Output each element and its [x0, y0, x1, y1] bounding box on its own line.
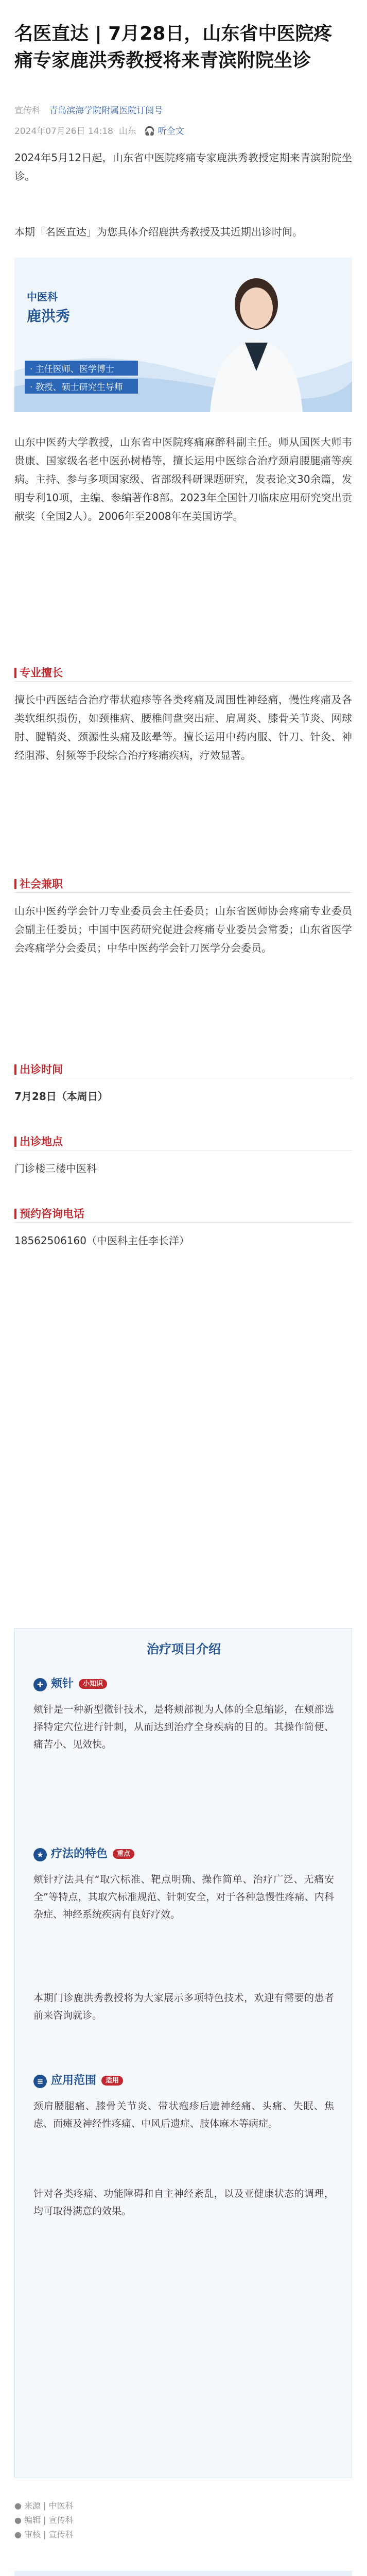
doctor-name: 鹿洪秀 — [27, 308, 71, 325]
section-location-title: 出诊地点 — [14, 1133, 63, 1149]
treatment-heading-2: ★ 疗法的特色 重点 — [33, 1845, 134, 1861]
credit-editor: ● 编辑 | 宣传科 — [14, 2515, 74, 2525]
social-text: 山东中医药学会针刀专业委员会主任委员；山东省医师协会疼痛专业委员会副主任委员；中国中医药研究促进会疼痛专业委员会常委；山东省医学会疼痛学分会委员；中华中医药学会针刀医学分会委员。 — [14, 905, 352, 954]
star-icon: ★ — [33, 1848, 47, 1861]
listen-label: 听全文 — [158, 126, 184, 137]
section-social-title: 社会兼职 — [14, 876, 63, 891]
section-expertise-title: 专业擅长 — [14, 665, 63, 680]
treatment-heading-3: ≡ 应用范围 适用 — [33, 2072, 123, 2088]
credit-source: ● 来源 | 中医科 — [14, 2501, 74, 2511]
treatment-text-4: 颈肩腰腿痛、膝骨关节炎、带状疱疹后遗神经痛、头痛、失眠、焦虑、面瘫及神经性疼痛、中风后遗症、肢体麻木等病症。 — [33, 2100, 334, 2129]
treatment-card-title: 治疗项目介绍 — [147, 1642, 221, 1656]
section-phone-title: 预约咨询电话 — [14, 1206, 84, 1221]
treatment-text-3: 本期门诊鹿洪秀教授将为大家展示多项特色技术，欢迎有需要的患者前来咨询就诊。 — [33, 1992, 334, 2021]
needle-icon: ✚ — [33, 1678, 47, 1691]
treatment-text-1: 颊针是一种新型微针技术，是将颊部视为人体的全息缩影，在颊部选择特定穴位进行针刺，从而达到治疗全身疾病的目的。其操作简便、痛苦小、见效快。 — [33, 1704, 334, 1750]
credit-reviewer: ● 审核 | 宣传科 — [14, 2530, 74, 2539]
doctor-tag: · 主任医师、医学博士 — [25, 361, 138, 376]
doctor-tags — [25, 361, 138, 397]
intro-paragraph: 2024年5月12日起，山东省中医院疼痛专家鹿洪秀教授定期来青滨附院坐诊。 — [14, 151, 352, 182]
doctor-dept: 中医科 — [27, 291, 58, 303]
doctor-photo — [200, 268, 313, 412]
location-detail: 门诊楼三楼中医科 — [14, 1162, 97, 1175]
treatment-heading-1: ✚ 颊针 小知识 — [33, 1675, 107, 1691]
treatment-info-card — [14, 1628, 352, 2478]
expertise-text: 擅长中西医结合治疗带状疱疹等各类疼痛及周围性神经痛，慢性疼痛及各类软组织损伤，如颈椎病、腰椎间盘突出症、肩周炎、膝骨关节炎、网球肘、腱鞘炎、颈源性头痛及眩晕等。擅长运用中药内服、针刀、针灸、神经阻滞、射频等手段综合治疗疼痛疾病，疗效显著。 — [14, 693, 352, 761]
treatment-text-2: 颊针疗法具有“取穴标准、靶点明确、操作简单、治疗广泛、无痛安全”等特点，其取穴标准规范、针刺安全，对于各种急慢性疼痛、内科杂症、神经系统疾病有良好疗效。 — [33, 1874, 334, 1920]
publish-date: 2024年07月26日 14:18 — [14, 126, 113, 137]
article-meta — [14, 103, 354, 116]
credits — [14, 2499, 74, 2542]
intro-paragraph-2: 本期「名医直达」为您具体介绍鹿洪秀教授及其近期出诊时间。 — [14, 226, 303, 238]
time-date: 7月28日（本周日） — [14, 1090, 108, 1103]
list-icon: ≡ — [33, 2075, 47, 2088]
section-time-title: 出诊时间 — [14, 1061, 63, 1077]
publish-location: 山东 — [118, 126, 136, 137]
doctor-card — [14, 258, 352, 412]
article-meta-2 — [14, 124, 184, 137]
article-title: 名医直达 | 7月28日，山东省中医院疼痛专家鹿洪秀教授将来青滨附院坐诊 — [14, 23, 333, 71]
doctor-tag: · 教授、硕士研究生导师 — [25, 379, 138, 394]
listen-button[interactable] — [144, 126, 184, 137]
account-link[interactable]: 青岛滨海学院附属医院订阅号 — [49, 106, 163, 116]
phone-number[interactable]: 18562506160（中医科主任李长洋） — [14, 1234, 189, 1247]
author: 宣传科 — [14, 106, 41, 116]
treatment-text-5: 针对各类疼痛、功能障碍和自主神经紊乱，以及亚健康状态的调理，均可取得满意的效果。 — [33, 2188, 334, 2217]
doctor-bio: 山东中医药大学教授，山东省中医院疼痛麻醉科副主任。师从国医大师韦贵康、国家级名老中医孙树椿等，擅长运用中医综合治疗颈肩腰腿痛等疾病。主持、参与多项国家级、省部级科研课题研究，发表论文30余篇，发明专利10项，主编、参编著作8部。2023年全国针刀临床应用研究突出贡献奖（全国2人）。2006年至2008年在美国访学。 — [14, 436, 352, 522]
past-recommend-image[interactable] — [14, 2571, 352, 2576]
promo-header — [14, 2571, 352, 2576]
headphone-icon: 🎧 — [144, 126, 155, 137]
